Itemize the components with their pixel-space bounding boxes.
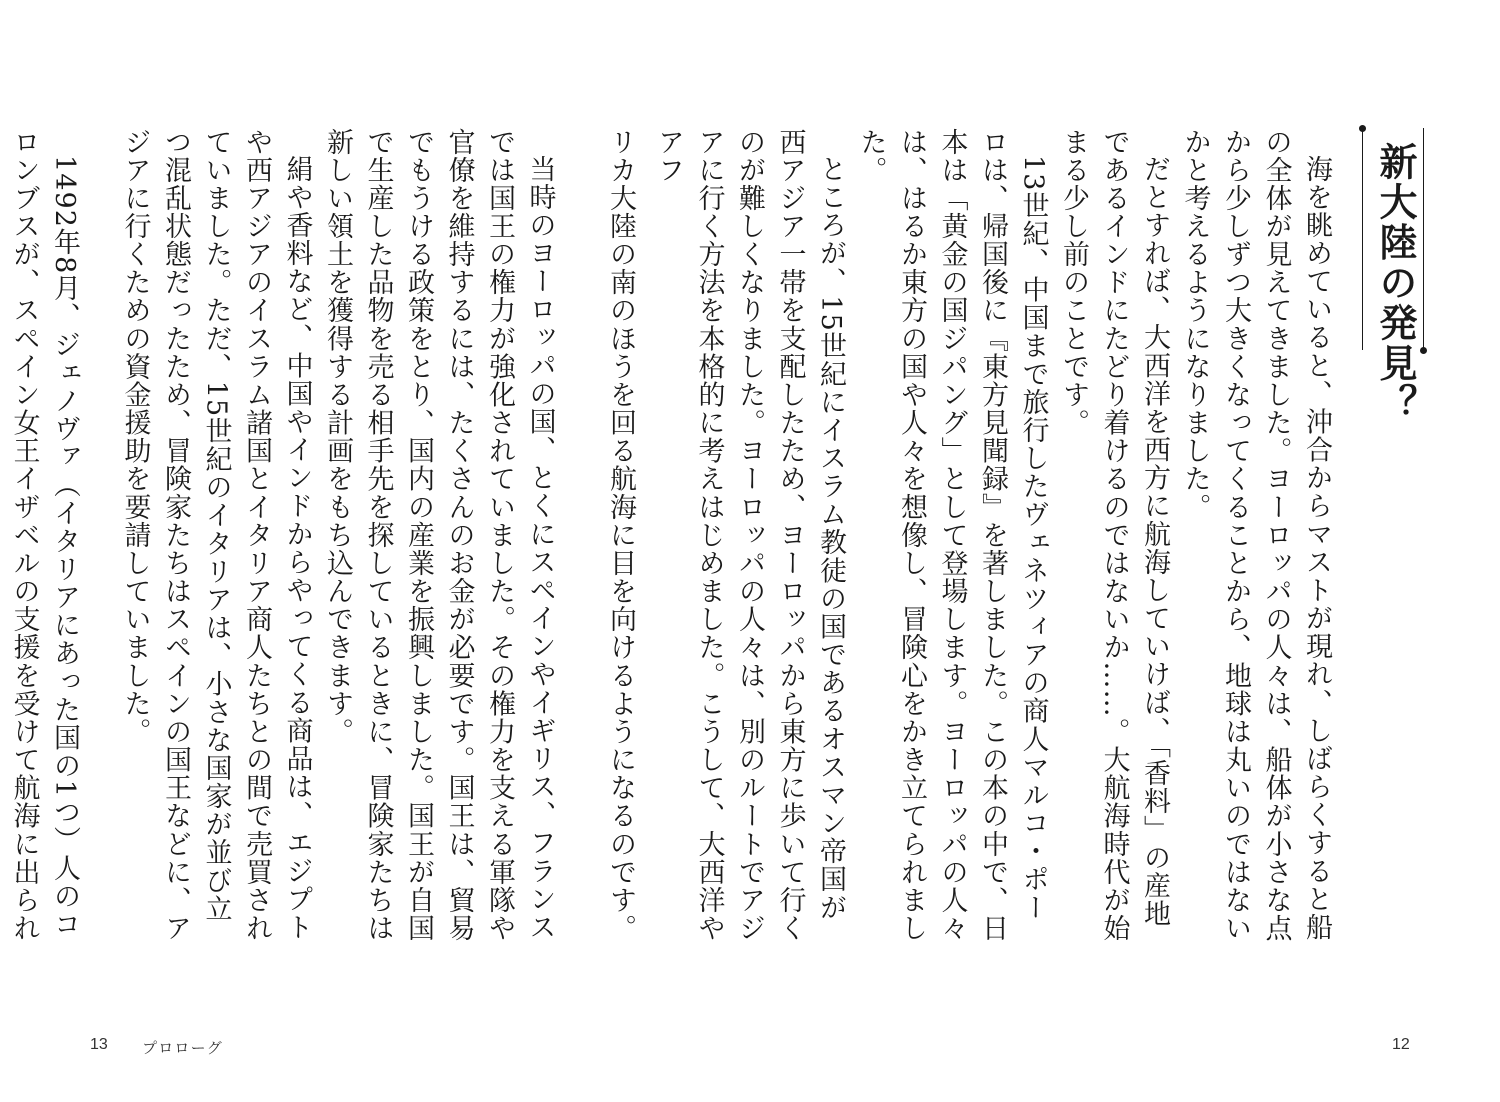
paragraph: 1492年8月、ジェノヴァ（イタリアにあった国の1つ）人のコロンブスが、スペイン女王イザベルの支援を受けて航海に出られ [8,128,80,943]
paragraph: リカ大陸の南のほうを回る航海に目を向けるようになるのです。 [605,128,636,943]
paragraph-gap [560,128,600,129]
right-page-body [653,128,1336,948]
section-title: 新大陸の発見？ [1373,142,1417,424]
paragraph: 13世紀、中国まで旅行したヴェネツィアの商人マルコ・ポーロは、帰国後に『東方見聞録』を著しました。この本の中で、日本は「黄金の国ジパング」として登場します。ヨーロッパの人々は、はるか東方の国や人々を想像し、冒険心をかき立てられました。 [855,128,1049,943]
title-rule-right [1423,128,1424,350]
running-head: プロローグ [142,1039,224,1057]
title-rule-left [1362,128,1363,350]
left-page-body [8,128,640,948]
paragraph: だとすれば、大西洋を西方に航海していけば、「香料」の産地であるインドにたどり着けるのではないか……。大航海時代が始まる少し前のことです。 [1058,128,1170,943]
paragraph: 海を眺めていると、沖合からマストが現れ、しばらくすると船の全体が見えてきました。ヨーロッパの人々は、船体が小さな点から少しずつ大きくなってくることから、地球は丸いのではないかと考えるようになりました。 [1179,128,1332,943]
title-rule-dot [1359,125,1366,132]
paragraph: 当時のヨーロッパの国、とくにスペインやイギリス、フランスでは国王の権力が強化されていました。その権力を支える軍隊や官僚を維持するには、たくさんのお金が必要です。国王は、貿易でもうける政策をとり、国内の産業を振興しました。国王が自国で生産した品物を売る相手先を探しているときに、冒険家たちは新しい領土を獲得する計画をもち込んできます。 [322,128,556,943]
paragraph: 絹や香料など、中国やインドからやってくる商品は、エジプトや西アジアのイスラム諸国とイタリア商人たちとの間で売買されていました。ただ、15世紀のイタリアは、小さな国家が並び立つ混乱状態だったため、冒険家たちはスペインの国王などに、アジアに行くための資金援助を要請していました。 [119,128,313,943]
right-page [653,0,1500,1102]
paragraph-gap [84,128,114,129]
page-number: 13 [90,1036,108,1053]
section-title-box [1362,128,1424,424]
page-number: 12 [1392,1036,1410,1053]
paragraph: ところが、15世紀にイスラム教徒の国であるオスマン帝国が西アジア一帯を支配したため、ヨーロッパから東方に歩いて行くのが難しくなりました。ヨーロッパの人々は、別のルートでアジアに行く方法を本格的に考えはじめました。こうして、大西洋やアフ [653,128,846,943]
